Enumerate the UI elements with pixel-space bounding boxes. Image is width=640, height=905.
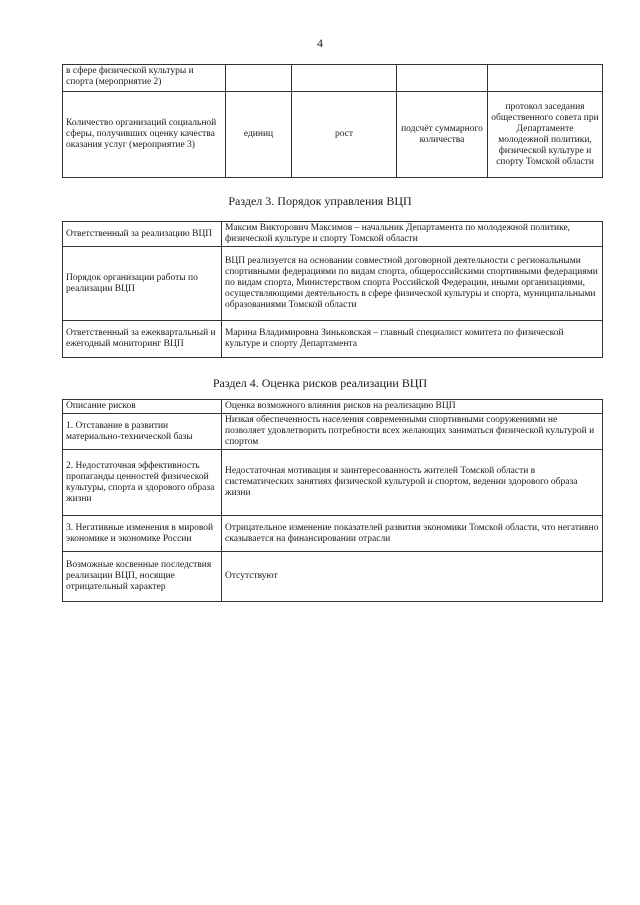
indicator-source: протокол заседания общественного совета при Департаменте молодежной политики, физической культуре и спорту Томской области — [488, 92, 603, 178]
indicators-table — [62, 64, 603, 178]
indicator-method: подсчёт суммарного количества — [397, 92, 488, 178]
indicator-unit: единиц — [226, 92, 292, 178]
indicator-trend: рост — [292, 92, 397, 178]
table-row — [63, 92, 603, 178]
row-label: Ответственный за реализацию ВЦП — [63, 222, 222, 247]
risk-label: Возможные косвенные последствия реализации ВЦП, носящие отрицательный характер — [63, 552, 222, 602]
table-row — [63, 552, 603, 602]
section4-title: Раздел 4. Оценка рисков реализации ВЦП — [212, 376, 428, 390]
empty-cell — [292, 65, 397, 92]
indicator-name: в сфере физической культуры и спорта (мероприятие 2) — [63, 65, 226, 92]
section3-title: Раздел 3. Порядок управления ВЦП — [228, 194, 412, 208]
table-row — [63, 65, 603, 92]
risk-text: Недостаточная мотивация и заинтересованность жителей Томской области в систематических занятиях физической культурой и спортом, ведении здорового образа жизни — [222, 450, 603, 516]
management-table — [62, 221, 603, 358]
empty-cell — [488, 65, 603, 92]
risk-text: Низкая обеспеченность населения современными спортивными сооружениями не позволяет удовлетворить потребности всех желающих заниматься физической культурой и спортом — [222, 414, 603, 450]
risk-label: 2. Недостаточная эффективность пропаганды ценностей физической культуры, спорта и здорового образа жизни — [63, 450, 222, 516]
header-risks: Описание рисков — [63, 400, 222, 414]
table-row — [63, 414, 603, 450]
risks-table — [62, 399, 603, 602]
risk-label: 1. Отставание в развитии материально-технической базы — [63, 414, 222, 450]
empty-cell — [226, 65, 292, 92]
table-row — [63, 450, 603, 516]
row-text: Марина Владимировна Зиньковская – главный специалист комитета по физической культуре и спорту Департамента — [222, 321, 603, 358]
risk-label: 3. Негативные изменения в мировой экономике и экономике России — [63, 516, 222, 552]
indicator-name: Количество организаций социальной сферы, получивших оценку качества оказания услуг (мероприятие 3) — [63, 92, 226, 178]
row-text: Максим Викторович Максимов – начальник Департамента по молодежной политике, физической культуре и спорту Томской области — [222, 222, 603, 247]
page-number: 4 — [317, 36, 323, 50]
empty-cell — [397, 65, 488, 92]
risk-text: Отрицательное изменение показателей развития экономики Томской области, что негативно сказывается на финансировании отрасли — [222, 516, 603, 552]
row-text: ВЦП реализуется на основании совместной договорной деятельности с региональными спортивными федерациями по видам спорта, общероссийскими спортивными федерациями по видам спорта, Министерством спорта Российской Федерации, иными организациями, осуществляющими деятельность в сфере физической культуры и спорта, муниципальными образованиями Томской области — [222, 247, 603, 321]
table-row — [63, 247, 603, 321]
table-row — [63, 222, 603, 247]
table-row — [63, 321, 603, 358]
row-label: Ответственный за ежеквартальный и ежегодный мониторинг ВЦП — [63, 321, 222, 358]
table-header-row — [63, 400, 603, 414]
table-row — [63, 516, 603, 552]
risk-text: Отсутствуют — [222, 552, 603, 602]
header-impact: Оценка возможного влияния рисков на реализацию ВЦП — [222, 400, 603, 414]
row-label: Порядок организации работы по реализации ВЦП — [63, 247, 222, 321]
